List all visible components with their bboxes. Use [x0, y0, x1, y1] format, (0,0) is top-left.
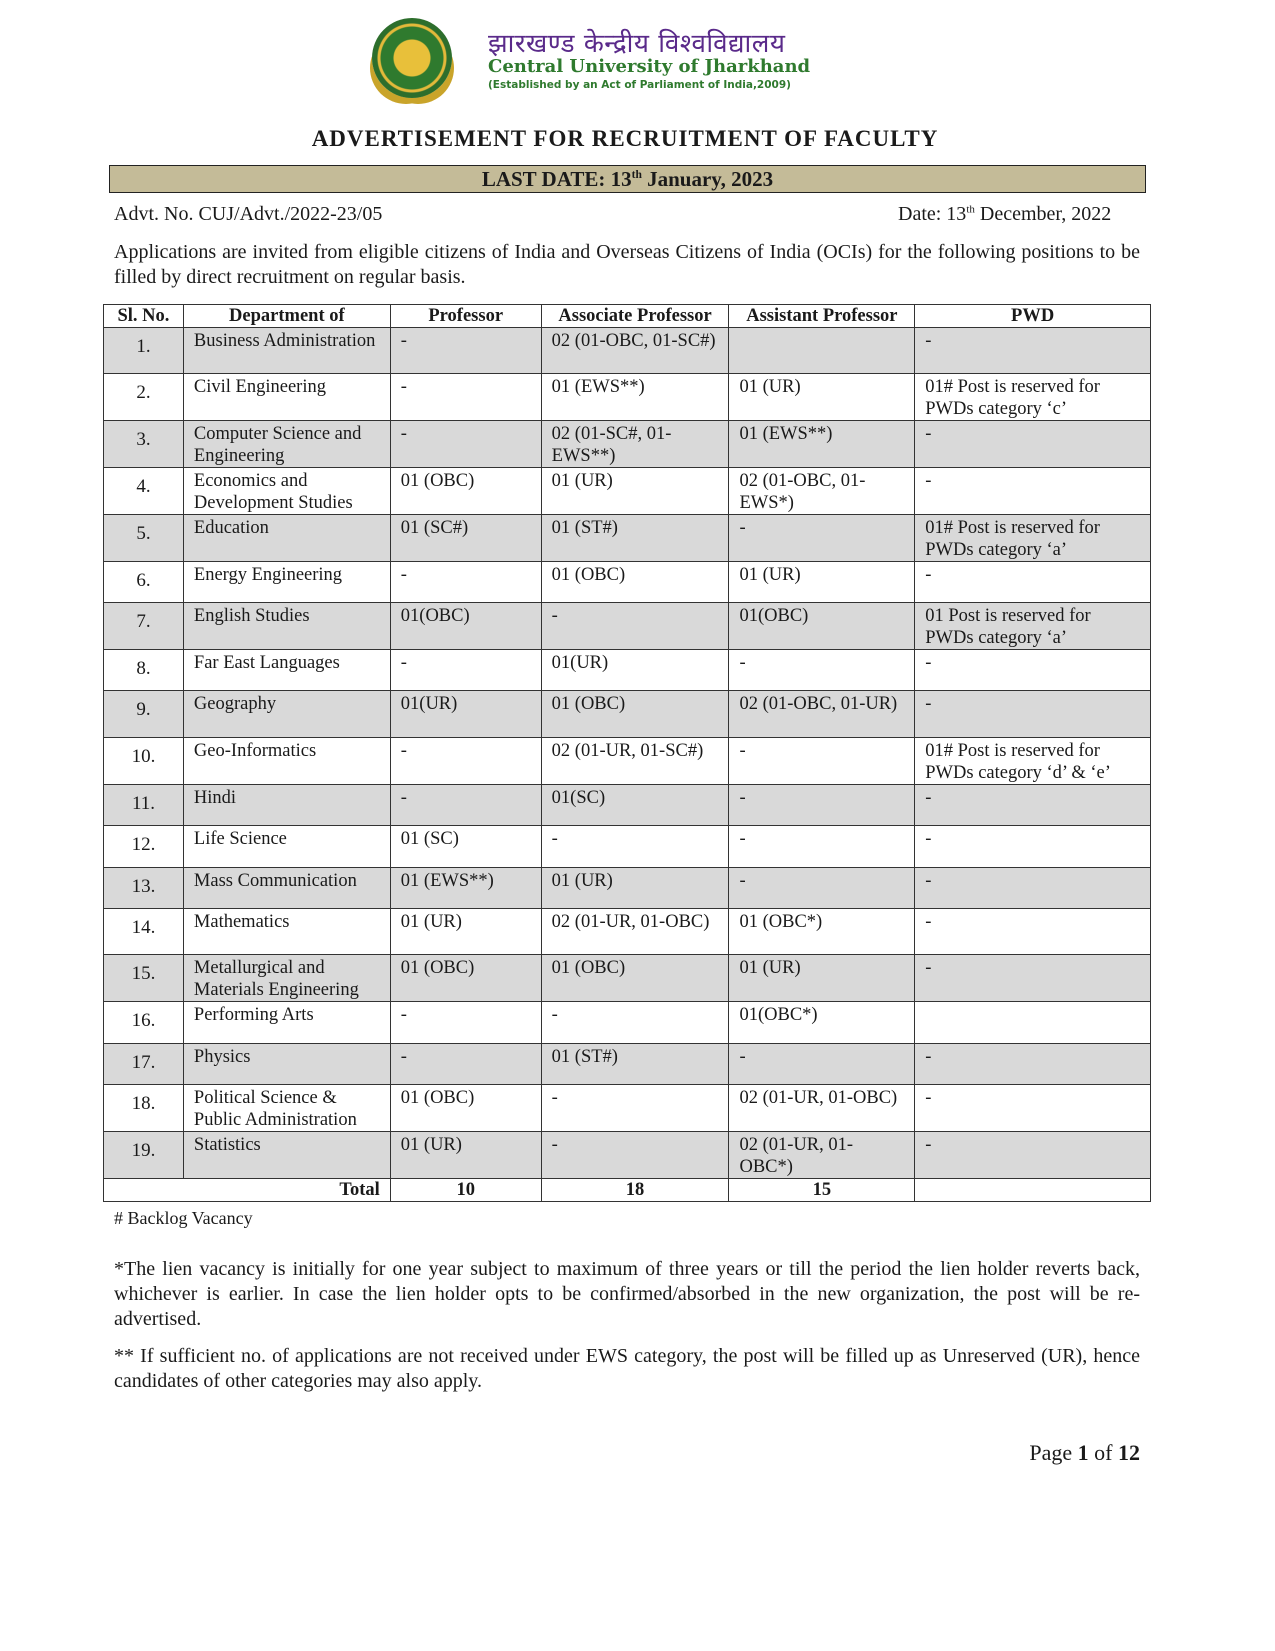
associate-professor-cell: 02 (01-UR, 01-OBC): [541, 909, 729, 955]
pwd-cell: 01# Post is reserved for PWDs category ‘d’ & ‘e’: [915, 738, 1151, 785]
total-label: Total: [104, 1179, 391, 1202]
sl-no-cell: 10.: [104, 738, 184, 785]
sl-no-cell: 7.: [104, 603, 184, 650]
assistant-professor-cell: 02 (01-OBC, 01-EWS*): [729, 468, 915, 515]
pwd-cell: -: [915, 328, 1151, 374]
table-row: [104, 738, 1151, 785]
professor-cell: -: [390, 785, 541, 826]
date-suffix: December, 2022: [974, 203, 1112, 225]
associate-professor-cell: 01 (OBC): [541, 955, 729, 1002]
assistant-professor-cell: -: [729, 650, 915, 691]
professor-cell: 01(UR): [390, 691, 541, 738]
professor-cell: -: [390, 421, 541, 468]
sl-no-cell: 12.: [104, 826, 184, 868]
total-row: [104, 1179, 1151, 1202]
assistant-professor-cell: -: [729, 1044, 915, 1085]
department-cell: Life Science: [183, 826, 390, 868]
associate-professor-cell: 01 (ST#): [541, 515, 729, 562]
associate-professor-cell: 01 (OBC): [541, 562, 729, 603]
associate-professor-cell: -: [541, 1132, 729, 1179]
table-row: [104, 691, 1151, 738]
associate-professor-cell: 02 (01-UR, 01-SC#): [541, 738, 729, 785]
assistant-professor-cell: -: [729, 785, 915, 826]
sl-no-cell: 17.: [104, 1044, 184, 1085]
table-row: [104, 468, 1151, 515]
lien-footnote: *The lien vacancy is initially for one year subject to maximum of three years or till the period the lien holder reverts back, whichever is earlier. In case the lien holder opts to be confirmed/absorbed in the new organization, the post will be re-advertised.: [114, 1258, 1140, 1330]
pwd-cell: -: [915, 868, 1151, 909]
sl-no-cell: 14.: [104, 909, 184, 955]
pwd-cell: -: [915, 1044, 1151, 1085]
department-cell: Metallurgical and Materials Engineering: [183, 955, 390, 1002]
date-prefix: Date: 13: [898, 203, 967, 225]
page-current: 1: [1077, 1440, 1089, 1465]
sl-no-cell: 1.: [104, 328, 184, 374]
professor-cell: -: [390, 738, 541, 785]
total-pwd: [915, 1179, 1151, 1202]
pwd-cell: -: [915, 562, 1151, 603]
assistant-professor-cell: [729, 328, 915, 374]
page-title: ADVERTISEMENT FOR RECRUITMENT OF FACULTY: [311, 126, 939, 151]
advertisement-date: [898, 203, 1111, 226]
professor-cell: 01 (SC): [390, 826, 541, 868]
sl-no-cell: 5.: [104, 515, 184, 562]
university-name-hindi: झारखण्ड केन्द्रीय विश्वविद्यालय: [488, 29, 786, 59]
pwd-cell: -: [915, 785, 1151, 826]
pwd-cell: [915, 1002, 1151, 1044]
header-associate-professor: Associate Professor: [541, 305, 729, 328]
table-row: [104, 1132, 1151, 1179]
department-cell: Education: [183, 515, 390, 562]
professor-cell: 01 (EWS**): [390, 868, 541, 909]
associate-professor-cell: 01 (ST#): [541, 1044, 729, 1085]
associate-professor-cell: 02 (01-OBC, 01-SC#): [541, 328, 729, 374]
sl-no-cell: 19.: [104, 1132, 184, 1179]
associate-professor-cell: 01 (EWS**): [541, 374, 729, 421]
professor-cell: -: [390, 328, 541, 374]
sl-no-cell: 15.: [104, 955, 184, 1002]
professor-cell: -: [390, 374, 541, 421]
table-row: [104, 562, 1151, 603]
page-of: of: [1088, 1440, 1118, 1465]
table-row: [104, 1085, 1151, 1132]
professor-cell: 01 (OBC): [390, 1085, 541, 1132]
table-row: [104, 1044, 1151, 1085]
sl-no-cell: 2.: [104, 374, 184, 421]
total-professor: 10: [390, 1179, 541, 1202]
professor-cell: -: [390, 1044, 541, 1085]
professor-cell: -: [390, 650, 541, 691]
sl-no-cell: 11.: [104, 785, 184, 826]
professor-cell: -: [390, 562, 541, 603]
department-cell: Geo-Informatics: [183, 738, 390, 785]
professor-cell: -: [390, 1002, 541, 1044]
professor-cell: 01 (OBC): [390, 468, 541, 515]
date-sup: th: [966, 203, 975, 216]
department-cell: Business Administration: [183, 328, 390, 374]
page-prefix: Page: [1029, 1440, 1078, 1465]
professor-cell: 01 (OBC): [390, 955, 541, 1002]
table-row: [104, 421, 1151, 468]
professor-cell: 01 (UR): [390, 1132, 541, 1179]
department-cell: Computer Science and Engineering: [183, 421, 390, 468]
assistant-professor-cell: -: [729, 826, 915, 868]
sl-no-cell: 8.: [104, 650, 184, 691]
table-row: [104, 955, 1151, 1002]
table-row: [104, 868, 1151, 909]
pwd-cell: -: [915, 1085, 1151, 1132]
pwd-cell: -: [915, 909, 1151, 955]
department-cell: Mass Communication: [183, 868, 390, 909]
assistant-professor-cell: 02 (01-OBC, 01-UR): [729, 691, 915, 738]
department-cell: English Studies: [183, 603, 390, 650]
pwd-cell: -: [915, 1132, 1151, 1179]
total-assistant: 15: [729, 1179, 915, 1202]
assistant-professor-cell: 01 (UR): [729, 562, 915, 603]
last-date-sup: th: [631, 169, 642, 181]
header-sl-no: Sl. No.: [104, 305, 184, 328]
department-cell: Mathematics: [183, 909, 390, 955]
page-number: [1000, 1440, 1140, 1466]
pwd-cell: -: [915, 691, 1151, 738]
associate-professor-cell: -: [541, 826, 729, 868]
associate-professor-cell: -: [541, 1002, 729, 1044]
department-cell: Energy Engineering: [183, 562, 390, 603]
sl-no-cell: 4.: [104, 468, 184, 515]
assistant-professor-cell: 02 (01-UR, 01-OBC): [729, 1085, 915, 1132]
department-cell: Geography: [183, 691, 390, 738]
associate-professor-cell: 01 (OBC): [541, 691, 729, 738]
page-total: 12: [1118, 1440, 1140, 1465]
backlog-note: # Backlog Vacancy: [114, 1208, 253, 1228]
table-row: [104, 603, 1151, 650]
assistant-professor-cell: 02 (01-UR, 01-OBC*): [729, 1132, 915, 1179]
department-cell: Statistics: [183, 1132, 390, 1179]
assistant-professor-cell: 01 (UR): [729, 955, 915, 1002]
pwd-cell: -: [915, 826, 1151, 868]
assistant-professor-cell: 01 (OBC*): [729, 909, 915, 955]
associate-professor-cell: -: [541, 603, 729, 650]
associate-professor-cell: 01 (UR): [541, 468, 729, 515]
assistant-professor-cell: 01(OBC*): [729, 1002, 915, 1044]
ews-footnote: ** If sufficient no. of applications are not received under EWS category, the post will be filled up as Unreserved (UR), hence candidates of other categories may also apply.: [114, 1345, 1140, 1392]
last-date-suffix: January, 2023: [641, 167, 774, 191]
sl-no-cell: 16.: [104, 1002, 184, 1044]
last-date-prefix: LAST DATE: 13: [481, 167, 632, 191]
assistant-professor-cell: 01 (UR): [729, 374, 915, 421]
table-row: [104, 909, 1151, 955]
department-cell: Hindi: [183, 785, 390, 826]
pwd-cell: -: [915, 468, 1151, 515]
intro-paragraph: Applications are invited from eligible citizens of India and Overseas Citizens of India (OCIs) for the following positions to be filled by direct recruitment on regular basis.: [114, 241, 1140, 288]
pwd-cell: -: [915, 421, 1151, 468]
assistant-professor-cell: 01 (EWS**): [729, 421, 915, 468]
table-row: [104, 650, 1151, 691]
associate-professor-cell: -: [541, 1085, 729, 1132]
header-professor: Professor: [390, 305, 541, 328]
table-row: [104, 328, 1151, 374]
pwd-cell: -: [915, 955, 1151, 1002]
pwd-cell: 01# Post is reserved for PWDs category ‘a’: [915, 515, 1151, 562]
department-cell: Far East Languages: [183, 650, 390, 691]
associate-professor-cell: 01(SC): [541, 785, 729, 826]
header-pwd: PWD: [915, 305, 1151, 328]
sl-no-cell: 6.: [104, 562, 184, 603]
department-cell: Performing Arts: [183, 1002, 390, 1044]
table-row: [104, 515, 1151, 562]
advertisement-number: Advt. No. CUJ/Advt./2022-23/05: [114, 203, 383, 225]
table-header-row: [104, 305, 1151, 328]
pwd-cell: -: [915, 650, 1151, 691]
header-assistant-professor: Assistant Professor: [729, 305, 915, 328]
associate-professor-cell: 01 (UR): [541, 868, 729, 909]
header-department: Department of: [183, 305, 390, 328]
university-name: Central University of Jharkhand: [488, 56, 811, 77]
pwd-cell: 01 Post is reserved for PWDs category ‘a’: [915, 603, 1151, 650]
professor-cell: 01 (SC#): [390, 515, 541, 562]
assistant-professor-cell: -: [729, 868, 915, 909]
table-row: [104, 374, 1151, 421]
associate-professor-cell: 02 (01-SC#, 01-EWS**): [541, 421, 729, 468]
table-row: [104, 785, 1151, 826]
last-date-banner: [109, 165, 1146, 193]
professor-cell: 01 (UR): [390, 909, 541, 955]
vacancy-table: [103, 304, 1151, 1202]
sl-no-cell: 9.: [104, 691, 184, 738]
department-cell: Physics: [183, 1044, 390, 1085]
pwd-cell: 01# Post is reserved for PWDs category ‘c’: [915, 374, 1151, 421]
department-cell: Civil Engineering: [183, 374, 390, 421]
assistant-professor-cell: 01(OBC): [729, 603, 915, 650]
sl-no-cell: 18.: [104, 1085, 184, 1132]
sl-no-cell: 3.: [104, 421, 184, 468]
total-associate: 18: [541, 1179, 729, 1202]
university-emblem-icon: [372, 18, 452, 98]
assistant-professor-cell: -: [729, 738, 915, 785]
table-row: [104, 826, 1151, 868]
table-row: [104, 1002, 1151, 1044]
department-cell: Economics and Development Studies: [183, 468, 390, 515]
associate-professor-cell: 01(UR): [541, 650, 729, 691]
sl-no-cell: 13.: [104, 868, 184, 909]
department-cell: Political Science & Public Administration: [183, 1085, 390, 1132]
assistant-professor-cell: -: [729, 515, 915, 562]
established-note: (Established by an Act of Parliament of India,2009): [488, 79, 791, 91]
professor-cell: 01(OBC): [390, 603, 541, 650]
